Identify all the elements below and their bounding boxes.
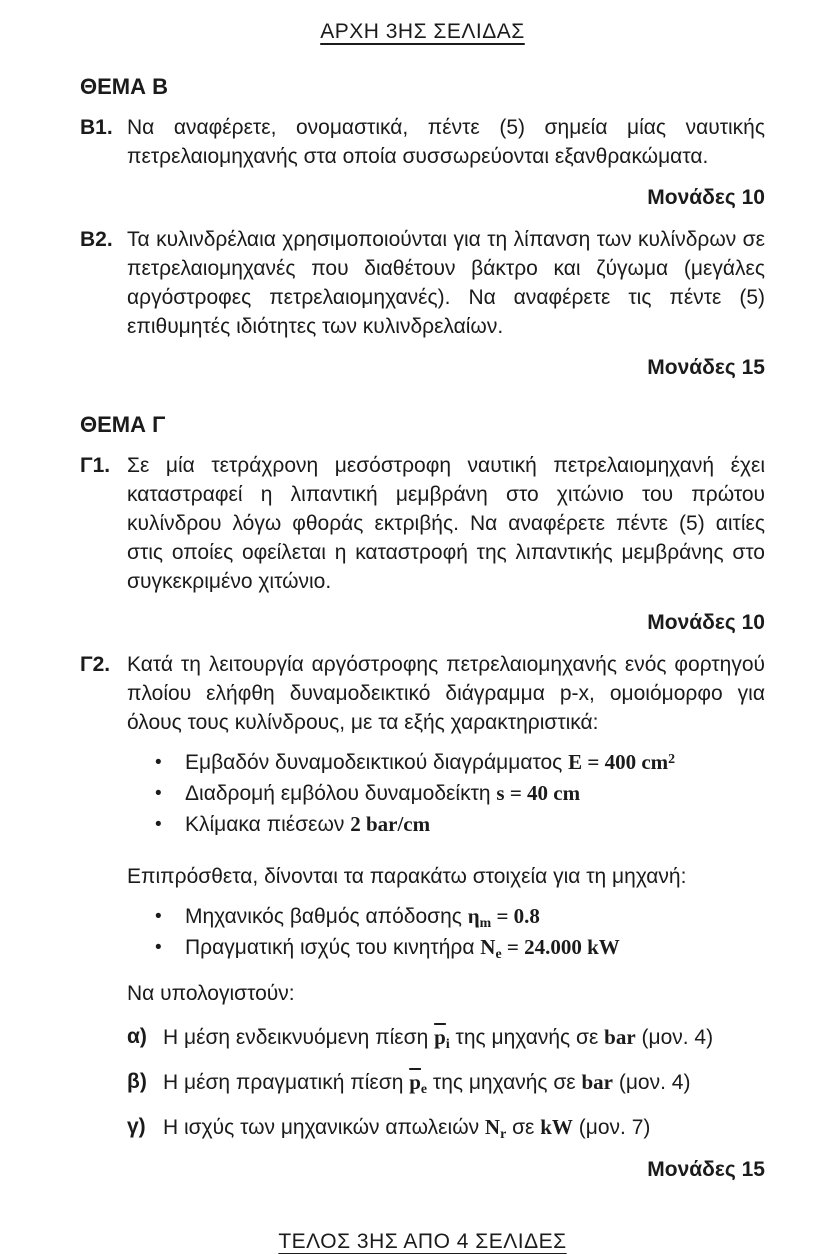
g2-details <box>127 747 765 1143</box>
bullet-text: Εμβαδόν δυναμοδεικτικού διαγράμματος E = 400 $cm^2$ <box>185 750 676 774</box>
marks-b1: Μονάδες 10 <box>647 186 765 209</box>
question-text-b1: Να αναφέρετε, ονομαστικά, πέντε (5) σημεία μίας ναυτικής πετρελαιομηχανής στα οποία συσσωρεύονται εξανθρακώματα. <box>127 116 765 168</box>
question-text-g1: Σε μία τετράχρονη μεσόστροφη ναυτική πετρελαιομηχανή έχει καταστραφεί η λιπαντική μεμβράνη στο χιτώνιο του πρώτου κυλίνδρου λόγω φθοράς εκτριβής. Να αναφέρετε πέντε (5) αιτίες στις οποίες οφείλεται η καταστροφή της λιπαντικής μεμβράνης στο συγκεκριμένο χιτώνιο. <box>127 454 765 593</box>
page-end-footer: ΤΕΛΟΣ 3ΗΣ ΑΠΟ 4 ΣΕΛΙΔΕΣ <box>278 1230 567 1253</box>
subquestion-text-b: Η μέση πραγματική πίεση $\overline{p}_e$ της μηχανής σε bar (μον. 4) <box>163 1070 691 1096</box>
subquestion-text-g: Η ισχύς των μηχανικών απωλειών $N_r$ σε kW (μον. 7) <box>163 1115 651 1141</box>
bullet-text: Πραγματική ισχύς του κινητήρα $N_e = 24.000$ kW <box>185 935 620 961</box>
bullet-text: Διαδρομή εμβόλου δυναμοδείκτη s = 40 cm <box>185 781 581 805</box>
bullet-icon: • <box>155 906 162 927</box>
question-label-g2: Γ2. <box>80 653 111 676</box>
subquestion-g <box>127 1112 765 1143</box>
bullet-item <box>127 778 765 809</box>
g2-compute-intro: Να υπολογιστούν: <box>127 982 295 1005</box>
bullet-icon: • <box>155 752 162 773</box>
subquestion-a <box>127 1022 765 1053</box>
question-label-b1: Β1. <box>80 116 113 139</box>
question-label-g1: Γ1. <box>80 454 111 477</box>
subquestion-b <box>127 1067 765 1098</box>
bullet-icon: • <box>155 783 162 804</box>
question-b1 <box>80 113 765 171</box>
subquestion-label-g: γ) <box>127 1115 146 1138</box>
bullet-item <box>127 932 765 963</box>
g2-spec-bullets <box>127 747 765 840</box>
question-g2 <box>80 650 765 737</box>
question-text-b2: Τα κυλινδρέλαια χρησιμοποιούνται για τη λίπανση των κυλίνδρων σε πετρελαιομηχανές που διαθέτουν βάκτρο και ζύγωμα (μεγάλες αργόστροφες πετρελαιομηχανές). Να αναφέρετε τις πέντε (5) επιθυμητές ιδιότητες των κυλινδρελαίων. <box>127 228 765 338</box>
bullet-item <box>127 809 765 840</box>
marks-g2: Μονάδες 15 <box>647 1158 765 1181</box>
question-intro-g2: Κατά τη λειτουργία αργόστροφης πετρελαιομηχανής ενός φορτηγού πλοίου ελήφθη δυναμοδεικτικό διάγραμμα p-x, ομοιόμορφο για όλους τους κυλίνδρους, με τα εξής χαρακτηριστικά: <box>127 653 765 734</box>
question-label-b2: Β2. <box>80 228 113 251</box>
subquestion-label-a: α) <box>127 1025 147 1048</box>
question-g1 <box>80 451 765 596</box>
bullet-icon: • <box>155 937 162 958</box>
subquestion-text-a: Η μέση ενδεικνυόμενη πίεση $\overline{p}_i$ της μηχανής σε bar (μον. 4) <box>163 1025 714 1051</box>
g2-extra-intro: Επιπρόσθετα, δίνονται τα παρακάτω στοιχεία για τη μηχανή: <box>127 865 687 888</box>
page-start-header: ΑΡΧΗ 3ΗΣ ΣΕΛΙΔΑΣ <box>320 20 525 43</box>
bullet-icon: • <box>155 814 162 835</box>
section-title-thema-g: ΘΕΜΑ Γ <box>80 412 166 437</box>
marks-b2: Μονάδες 15 <box>647 356 765 379</box>
bullet-item <box>127 901 765 932</box>
g2-extra-bullets <box>127 901 765 963</box>
subquestion-label-b: β) <box>127 1070 147 1093</box>
section-title-thema-b: ΘΕΜΑ Β <box>80 74 168 99</box>
bullet-text: Μηχανικός βαθμός απόδοσης $\eta_m = 0.8$ <box>185 904 540 930</box>
bullet-text: Κλίμακα πιέσεων 2 bar/cm <box>185 812 431 836</box>
bullet-item <box>127 747 765 778</box>
question-b2 <box>80 225 765 341</box>
marks-g1: Μονάδες 10 <box>647 611 765 634</box>
